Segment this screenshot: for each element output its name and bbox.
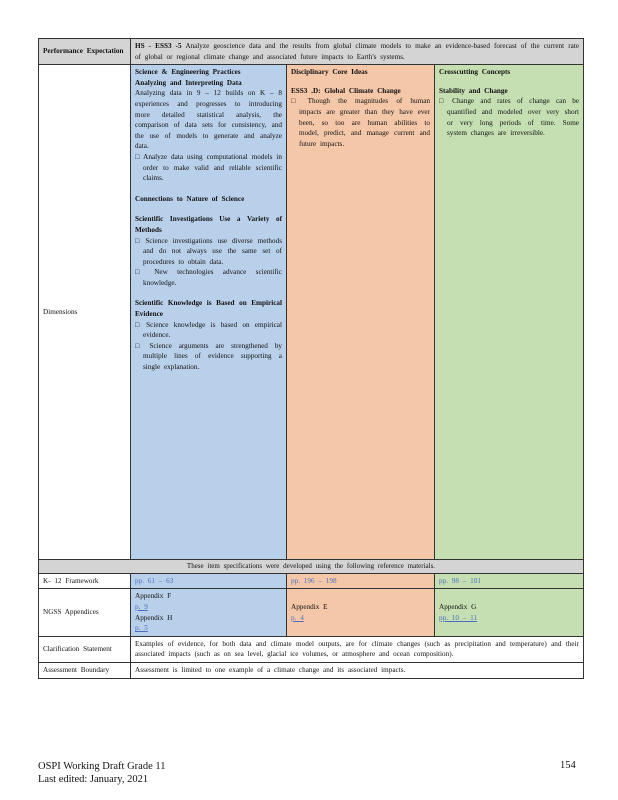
- framework-sep: [131, 573, 287, 589]
- framework-dci-pages: pp. 196 – 198: [291, 576, 337, 585]
- clarification-label: Clarification Statement: [39, 636, 131, 662]
- sep-sub-analyzing: Analyzing and Interpreting Data: [135, 78, 242, 87]
- appendix-e: Appendix E: [291, 602, 328, 611]
- footer: [38, 760, 165, 786]
- sep-sub-investigations: Scientific Investigations Use a Variety of Methods: [135, 215, 282, 234]
- appendix-f-link[interactable]: p. 9: [135, 602, 148, 611]
- appendices-row: [39, 589, 584, 636]
- sep-cell: [131, 65, 287, 560]
- appendix-f: Appendix F: [135, 592, 172, 601]
- sep-title: Science & Engineering Practices: [135, 68, 241, 77]
- reference-note: These item specifications were developed using the following reference materials.: [39, 560, 584, 574]
- note-row: [39, 560, 584, 574]
- sep-bullet-2: □ Science investigations use diverse methods and do not always use the same set of procedures to obtain data.: [135, 236, 282, 266]
- sep-sub-knowledge: Scientific Knowledge is Based on Empirical Evidence: [135, 299, 282, 319]
- appendix-g: Appendix G: [439, 602, 477, 611]
- framework-ccc-pages: pp. 98 – 101: [439, 576, 481, 585]
- dci-bullet-1: □ Though the magnitudes of human impacts are greater than they have ever been, so too are human abilities to model, predict, and manage current and future impacts.: [291, 97, 430, 148]
- ccc-bullet-1: □ Change and rates of change can be quantified and modeled over very short or very long periods of time. Some system changes are irreversible.: [439, 97, 580, 138]
- sep-bullet-5: □ Science arguments are strengthened by multiple lines of evidence supporting a single explanation.: [135, 341, 283, 372]
- framework-label: K- 12 Framework: [39, 573, 131, 589]
- clarification-text: Examples of evidence, for both data and climate model outputs, are for climate changes (such as precipitation and temperature) and their associated impacts (such as on sea level, glacial ice volumes, or atmosphere and ocean composition).: [131, 636, 584, 662]
- footer-draft: OSPI Working Draft Grade 11: [38, 761, 166, 772]
- boundary-label: Assessment Boundary: [39, 662, 131, 678]
- appendix-e-link[interactable]: p. 4: [291, 613, 304, 622]
- pe-cell: [131, 39, 584, 65]
- dci-cell: [287, 65, 435, 560]
- dimensions-label: Dimensions: [39, 65, 131, 560]
- sep-analyzing-text: Analyzing data in 9 – 12 builds on K – 8 experiences and progresses to introducing more detailed statistical analysis, the comparison of data sets for consistency, and the use of models to generate and analyze data.: [135, 89, 282, 151]
- sep-sub-connections: Connections to Nature of Science: [135, 194, 245, 203]
- pe-text: Analyze geoscience data and the results from global climate models to make an evidence-based forecast of the current rate of global or regional climate change and associated future impacts to Earth's systems.: [135, 42, 580, 61]
- appendices-sep: [131, 589, 287, 636]
- dimensions-row: [39, 65, 584, 560]
- item-spec-table: [38, 38, 584, 679]
- clarification-row: [39, 636, 584, 662]
- appendix-h-link[interactable]: p. 5: [135, 624, 148, 633]
- sep-bullet-3: □ New technologies advance scientific knowledge.: [135, 268, 282, 287]
- appendices-ccc: [435, 589, 584, 636]
- pe-row: [39, 39, 584, 65]
- framework-row: [39, 573, 584, 589]
- dci-sub-climate: ESS3 .D: Global Climate Change: [291, 86, 401, 95]
- sep-bullet-4: □ Science knowledge is based on empirical evidence.: [135, 320, 282, 340]
- boundary-text: Assessment is limited to one example of a climate change and its associated impacts.: [131, 662, 584, 678]
- ccc-title: Crosscutting Concepts: [439, 68, 511, 77]
- framework-sep-pages: pp. 61 – 63: [135, 576, 174, 585]
- ccc-sub-stability: Stability and Change: [439, 86, 508, 95]
- sep-bullet-1: □ Analyze data using computational models in order to make valid and reliable scientific claims.: [135, 152, 282, 183]
- framework-ccc: [435, 573, 584, 589]
- appendix-h: Appendix H: [135, 613, 173, 622]
- page-number: 154: [560, 760, 576, 771]
- appendices-label: NGSS Appendices: [39, 589, 131, 636]
- footer-edited: Last edited: January, 2021: [38, 774, 149, 785]
- dci-title: Disciplinary Core Ideas: [291, 68, 368, 77]
- appendix-g-link[interactable]: pp. 10 – 11: [439, 613, 478, 622]
- appendices-dci: [287, 589, 435, 636]
- boundary-row: [39, 662, 584, 678]
- pe-label: Performance Expectation: [39, 39, 131, 65]
- framework-dci: [287, 573, 435, 589]
- pe-code: HS - ESS3 -5: [135, 42, 182, 50]
- ccc-cell: [435, 65, 584, 560]
